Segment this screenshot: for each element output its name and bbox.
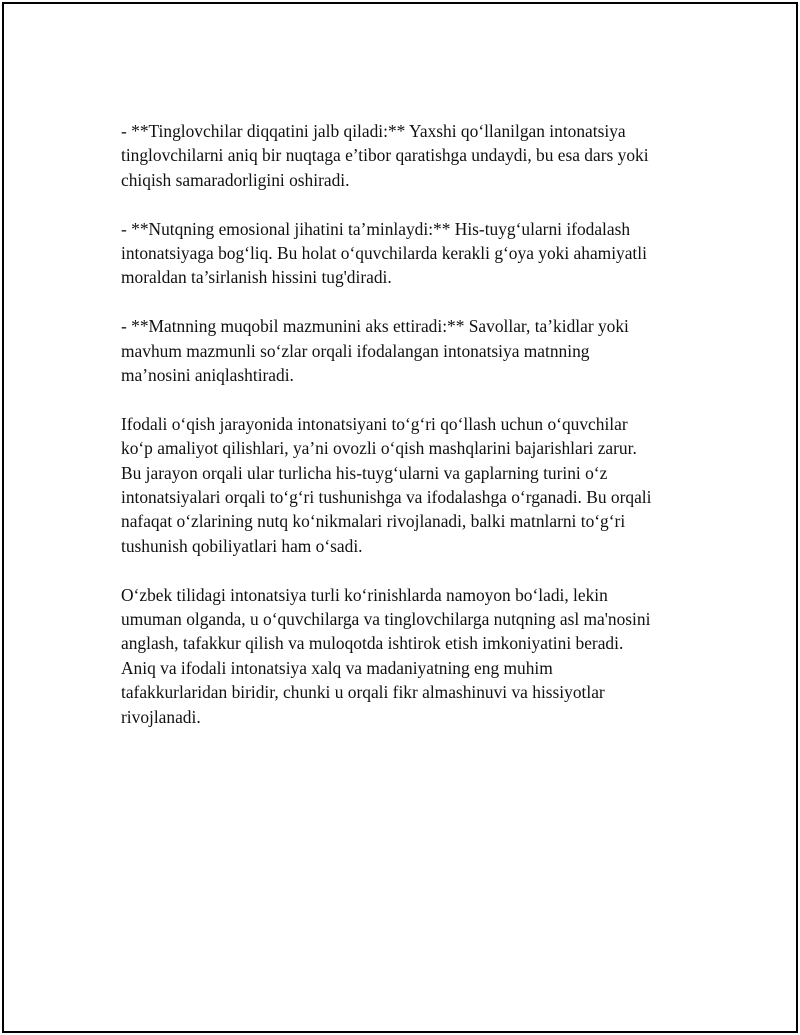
text-line: nafaqat o‘zlarining nutq ko‘nikmalari rivojlanadi, balki matnlarni to‘g‘ri bbox=[121, 511, 626, 532]
paragraph-bullet-meaning bbox=[121, 314, 711, 387]
paragraph-bullet-emotional bbox=[121, 217, 711, 290]
page-border bbox=[2, 2, 798, 1033]
text-line: tushunish qobiliyatlari ham o‘sadi. bbox=[121, 535, 363, 556]
text-line: Bu jarayon orqali ular turlicha his-tuyg‘ularni va gaplarning turini o‘z bbox=[121, 462, 608, 483]
text-line: mavhum mazmunli so‘zlar orqali ifodalangan intonatsiya matnning bbox=[121, 340, 590, 361]
text-line: intonatsiyaga bog‘liq. Bu holat o‘quvchilarda kerakli g‘oya yoki ahamiyatli bbox=[121, 243, 647, 264]
text-line: tinglovchilarni aniq bir nuqtaga e’tibor qaratishga undaydi, bu esa dars yoki bbox=[121, 145, 649, 166]
text-line: - **Tinglovchilar diqqatini jalb qiladi:** Yaxshi qo‘llanilgan intonatsiya bbox=[121, 121, 626, 141]
text-line: O‘zbek tilidagi intonatsiya turli ko‘rinishlarda namoyon bo‘ladi, lekin bbox=[121, 584, 608, 605]
text-line: rivojlanadi. bbox=[121, 706, 201, 727]
paragraph-uzbek-intonation bbox=[121, 583, 711, 729]
document-body bbox=[121, 119, 711, 753]
text-line: umuman olganda, u o‘quvchilarga va tinglovchilarga nutqning asl ma'nosini bbox=[121, 609, 651, 630]
text-line: Ifodali o‘qish jarayonida intonatsiyani to‘g‘ri qo‘llash uchun o‘quvchilar bbox=[121, 413, 628, 434]
paragraph-expressive-reading bbox=[121, 412, 711, 558]
text-line: intonatsiyalari orqali to‘g‘ri tushunishga va ifodalashga o‘rganadi. Bu orqali bbox=[121, 487, 652, 508]
paragraph-bullet-attention bbox=[121, 119, 711, 192]
text-line: moraldan ta’sirlanish hissini tug'diradi. bbox=[121, 267, 392, 288]
text-line: - **Matnning muqobil mazmunini aks ettiradi:** Savollar, ta’kidlar yoki bbox=[121, 316, 629, 337]
text-line: ma’nosini aniqlashtiradi. bbox=[121, 365, 294, 386]
text-line: - **Nutqning emosional jihatini ta’minlaydi:** His-tuyg‘ularni ifodalash bbox=[121, 218, 631, 239]
text-line: tafakkurlaridan biridir, chunki u orqali fikr almashinuvi va hissiyotlar bbox=[121, 682, 605, 703]
text-line: anglash, tafakkur qilish va muloqotda ishtirok etish imkoniyatini beradi. bbox=[121, 633, 624, 654]
text-line: Aniq va ifodali intonatsiya xalq va madaniyatning eng muhim bbox=[121, 657, 553, 678]
text-line: ko‘p amaliyot qilishlari, ya’ni ovozli o‘qish mashqlarini bajarishlari zarur. bbox=[121, 438, 637, 459]
text-line: chiqish samaradorligini oshiradi. bbox=[121, 169, 350, 190]
